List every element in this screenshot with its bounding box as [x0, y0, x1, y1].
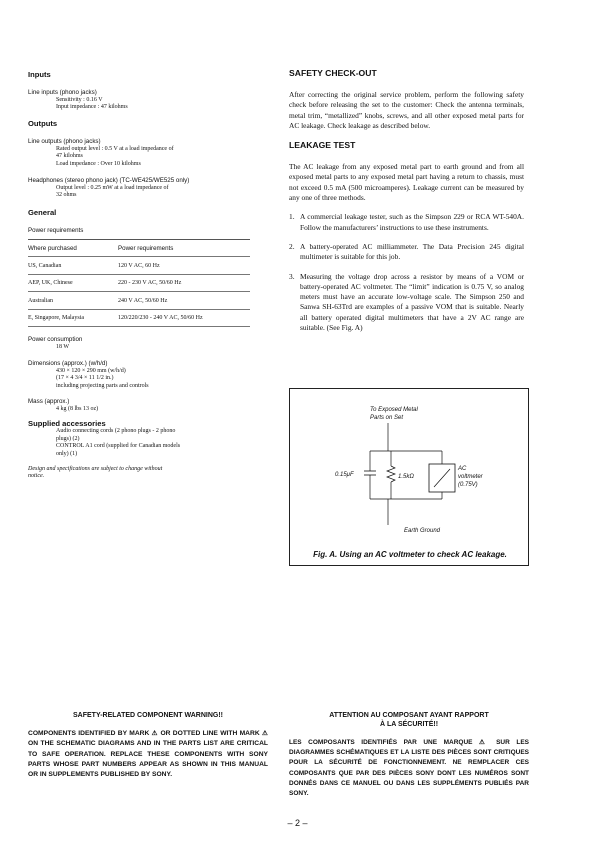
line-inputs-label: Line inputs (phono jacks): [28, 89, 97, 96]
warning-fr-body: LES COMPOSANTS IDENTIFIÉS PAR UNE MARQUE ⚠ SUR LES DIAGRAMMES SCHÉMATIQUES ET LA LISTE DES PIÈCES SONT CRITIQUES POUR LA SÉCURITÉ DE FONCTIONNEMENT. NE REMPLACER CES COMPOSANTS QUE PAR DES PIÈCES SONY DONT LES NUMÉROS SONT DONNÉS DANS CE MANUEL OU DANS LES SUPPLÉMENTS PUBLIÉS PAR SONY.: [289, 739, 529, 798]
safety-heading: SAFETY CHECK-OUT: [289, 68, 377, 78]
table-row: [28, 274, 250, 292]
power-consumption-value: 18 W: [56, 344, 70, 351]
resistor-symbol: [387, 466, 395, 482]
earth-ground-label: Earth Ground: [404, 528, 441, 534]
warning-fr-heading-2: À LA SÉCURITÉ!!: [379, 721, 439, 728]
table-cell-power: 120 V AC, 60 Hz: [118, 257, 250, 275]
resistor-label: 1.5kΩ: [398, 474, 414, 480]
list-item-number: 1.: [289, 212, 295, 222]
list-item-number: 2.: [289, 241, 295, 251]
headphones-value-2: 32 ohms: [56, 192, 77, 199]
leakage-circuit-diagram: [290, 389, 530, 567]
specifications-column: [28, 70, 278, 481]
table-cell-power: 240 V AC, 50/60 Hz: [118, 292, 250, 310]
capacitor-label: 0.15μF: [335, 472, 354, 478]
headphones-value-1: Output level : 0.25 mW at a load impedance of: [56, 185, 169, 192]
table-cell-power: 120/220/230 - 240 V AC, 50/60 Hz: [118, 309, 250, 327]
power-requirements-label: Power requirements: [28, 226, 84, 234]
exposed-metal-label-2: Parts on Set: [370, 415, 404, 421]
accessories-heading: Supplied accessories: [28, 419, 106, 429]
power-requirements-table: [28, 240, 250, 328]
list-item: [289, 272, 524, 334]
dimensions-value-2: (17 × 4 3/4 × 11 1/2 in.): [56, 375, 114, 382]
safety-warning-french: [289, 711, 529, 799]
warning-en-heading: SAFETY-RELATED COMPONENT WARNING!!: [73, 712, 223, 719]
line-outputs-value-2: 47 kilohms: [56, 153, 83, 160]
figure-a-caption: Fig. A. Using an AC voltmeter to check AC leakage.: [313, 550, 507, 559]
inputs-heading: Inputs: [28, 70, 51, 79]
accessories-value-4: only) (1): [56, 450, 78, 457]
table-cell-region: E, Singapore, Malaysia: [28, 309, 118, 327]
leakage-intro-text: The AC leakage from any exposed metal part to earth ground and from all exposed metal parts to any exposed metal part having a return to chassis, must not exceed 0.5 mA (500 microamperes). Leakage current can be measured by any one of three methods.: [289, 162, 524, 203]
dimensions-label: Dimensions (approx.) (w/h/d): [28, 359, 108, 367]
list-item-text: Measuring the voltage drop across a resistor by means of a VOM or battery-operated AC voltmeter. The “limit” indication is 0.75 V, so analog meters must have an accurate low-voltage scale. The Simpson 250 and Sanwa SH-63Trd are examples of a passive VOM that is suitable. Nearly all battery operated digital multimeters that have a 2V AC range are suitable. (See Fig. A): [300, 271, 524, 333]
warning-en-body: COMPONENTS IDENTIFIED BY MARK ⚠ OR DOTTED LINE WITH MARK ⚠ ON THE SCHEMATIC DIAGRAMS AND IN THE PARTS LIST ARE CRITICAL TO SAFE OPERATION. REPLACE THESE COMPONENTS WITH SONY PARTS WHOSE PART NUMBERS APPEAR AS SHOWN IN THIS MANUAL OR IN SUPPLEMENTS PUBLISHED BY SONY.: [28, 730, 268, 779]
table-cell-region: Australian: [28, 292, 118, 310]
table-header-row: [28, 240, 250, 257]
mass-value: 4 kg (8 lbs 13 oz): [56, 405, 99, 412]
design-note-line-1: Design and specifications are subject to change without: [28, 466, 163, 472]
table-header-where: Where purchased: [28, 240, 118, 257]
line-outputs-value-1: Rated output level : 0.5 V at a load impedance of: [56, 145, 174, 152]
list-item-text: A battery-operated AC milliammeter. The Data Precision 245 digital multimeter is suitable for this job.: [300, 241, 524, 262]
accessories-value-3: CONTROL A1 cord (supplied for Canadian models: [56, 443, 181, 450]
line-inputs-impedance: Input impedance : 47 kilohms: [56, 104, 128, 111]
table-row: [28, 257, 250, 275]
dimensions-value-3: including projecting parts and controls: [56, 382, 149, 389]
general-heading: General: [28, 207, 57, 217]
line-outputs-value-3: Load impedance : Over 10 kilohms: [56, 160, 141, 167]
accessories-value-2: plugs) (2): [56, 435, 80, 442]
design-note-line-2: notice.: [28, 473, 45, 480]
table-row: [28, 309, 250, 327]
power-consumption-label: Power consumption: [28, 336, 83, 344]
list-item: [289, 212, 524, 233]
line-inputs-sensitivity: Sensitivity : 0.16 V: [56, 97, 103, 103]
list-item-number: 3.: [289, 271, 295, 281]
meter-label-2: voltmeter: [458, 474, 483, 480]
list-item: [289, 242, 524, 263]
table-header-power: Power requirements: [118, 240, 250, 257]
line-outputs-label: Line outputs (phono jacks): [28, 137, 101, 145]
warning-fr-heading-1: ATTENTION AU COMPOSANT AYANT RAPPORT: [329, 712, 489, 719]
safety-intro-text: After correcting the original service problem, perform the following safety check before releasing the set to the customer: Check the antenna terminals, metal trim, “metallized” knobs, screws, and all other exposed metal parts for AC leakage. Check leakage as described below.: [289, 90, 524, 130]
outputs-heading: Outputs: [28, 118, 58, 128]
page-number: – 2 –: [287, 818, 308, 828]
accessories-value-1: Audio connecting cords (2 phono plugs - 2 phono: [56, 428, 176, 435]
leakage-test-heading: LEAKAGE TEST: [289, 140, 356, 151]
safety-column: [289, 68, 524, 333]
mass-label: Mass (approx.): [28, 397, 70, 405]
dimensions-value-1: 430 × 120 × 290 mm (w/h/d): [56, 367, 126, 374]
meter-label-1: AC: [458, 466, 467, 472]
voltmeter-needle: [434, 469, 450, 487]
meter-label-3: (0.75V): [458, 482, 478, 488]
headphones-label: Headphones (stereo phono jack) (TC-WE425/WE525 only): [28, 177, 190, 185]
table-row: [28, 292, 250, 310]
table-cell-region: US, Canadian: [28, 257, 118, 275]
table-cell-power: 220 - 230 V AC, 50/60 Hz: [118, 274, 250, 292]
safety-warning-english: [28, 711, 268, 780]
table-cell-region: AEP, UK, Chinese: [28, 274, 118, 292]
list-item-text: A commercial leakage tester, such as the Simpson 229 or RCA WT-540A. Follow the manufacturers’ instructions to use these instruments.: [300, 212, 524, 232]
exposed-metal-label-1: To Exposed Metal: [370, 407, 418, 413]
figure-a-box: [289, 388, 529, 566]
